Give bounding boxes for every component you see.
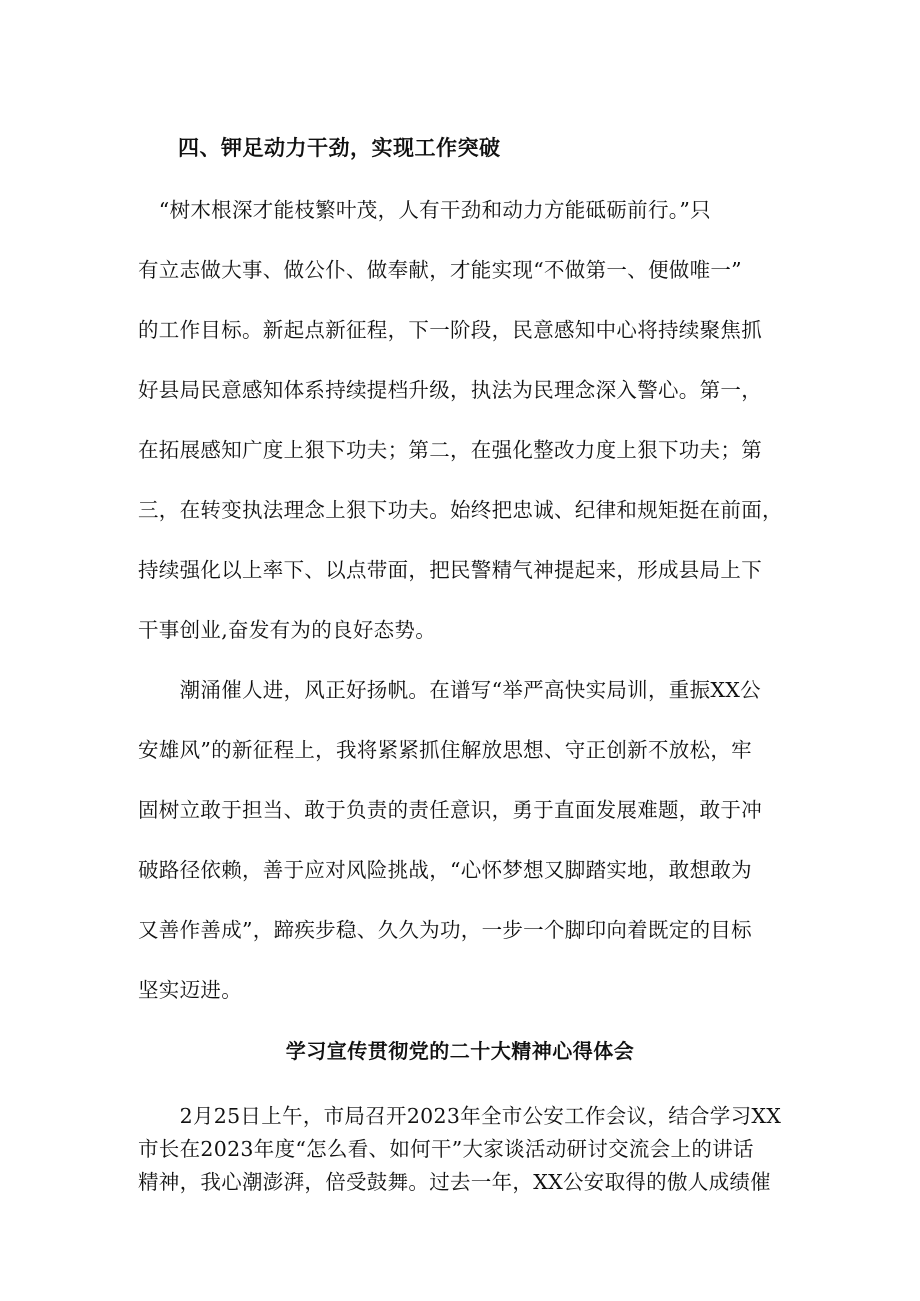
paragraph-line: 破路径依赖，善于应对风险挑战，“心怀梦想又脚踏实地，敢想敢为 (138, 858, 752, 882)
paragraph-line: 又善作善成”，蹄疾步稳、久久为功，一步一个脚印向着既定的目标 (138, 918, 752, 942)
paragraph-line: 安雄风”的新征程上，我将紧紧抓住解放思想、守正创新不放松，牢 (138, 738, 752, 762)
paragraph-line: “树木根深才能枝繁叶茂，人有干劲和动力方能砥砺前行。”只 (138, 198, 711, 222)
essay-title: 学习宣传贯彻党的二十大精神心得体会 (285, 1039, 635, 1063)
paragraph-line: 坚实迈进。 (138, 978, 242, 1002)
paragraph-line: 干事创业,奋发有为的良好态势。 (138, 618, 437, 642)
paragraph-line: 持续强化以上率下、以点带面，把民警精气神提起来，形成县局上下 (138, 558, 762, 582)
paragraph-line: 的工作目标。新起点新征程，下一阶段，民意感知中心将持续聚焦抓 (138, 318, 762, 342)
paragraph-line: 固树立敢于担当、敢于负责的责任意识，勇于直面发展难题，敢于冲 (138, 798, 762, 822)
paragraph-new-journey (138, 660, 798, 1020)
paragraph-line: 三，在转变执法理念上狠下功夫。始终把忠诚、纪律和规矩挺在前面， (138, 498, 783, 522)
paragraph-line: 潮涌催人进，风正好扬帆。在谱写“举严高快实局训，重振XX公 (138, 678, 761, 702)
section-heading: 四、钾足动力干劲，实现工作突破 (178, 135, 501, 160)
paragraph-line: 在拓展感知广度上狠下功夫；第二，在强化整改力度上狠下功夫；第 (138, 438, 762, 462)
paragraph-line: 好县局民意感知体系持续提档升级，执法为民理念深入警心。第一， (138, 378, 762, 402)
paragraph-line: 市长在2023年度“怎么看、如何干”大家谈活动研讨交流会上的讲话 (138, 1137, 754, 1161)
paragraph-line: 有立志做大事、做公仆、做奉献，才能实现“不做第一、便做唯一” (138, 258, 742, 282)
paragraph-line: 精神，我心潮澎湃，倍受鼓舞。过去一年，XX公安取得的傲人成绩催 (138, 1170, 771, 1194)
paragraph-work-meeting (138, 1100, 798, 1199)
paragraph-driving-force (138, 180, 798, 660)
paragraph-line: 2月25日上午，市局召开2023年全市公安工作会议，结合学习XX (138, 1104, 782, 1128)
